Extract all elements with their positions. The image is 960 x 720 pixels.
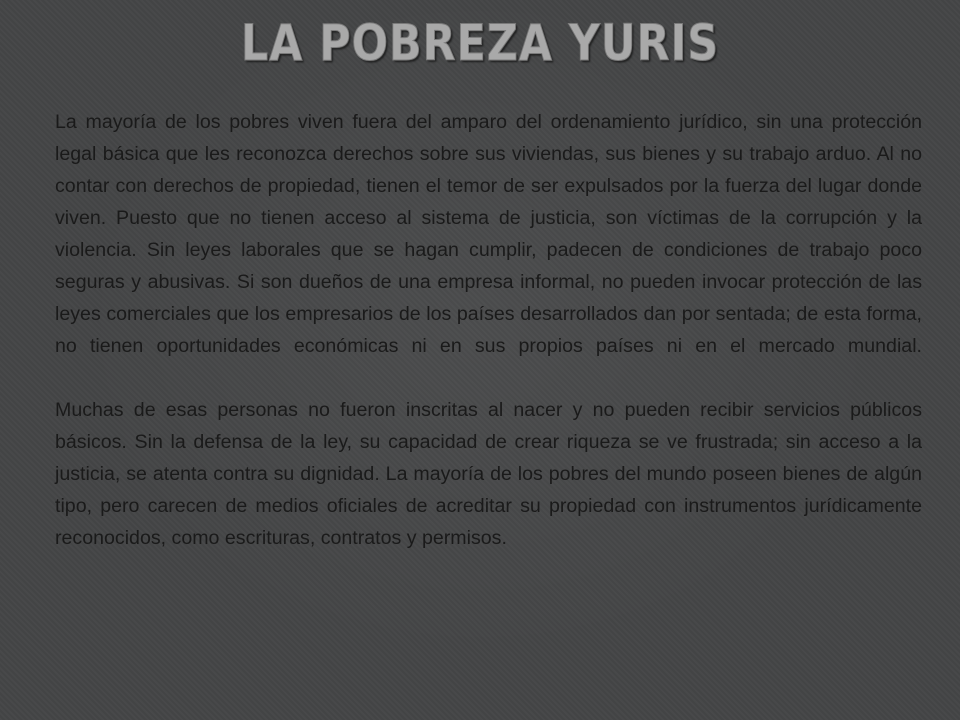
- paragraph-1: La mayoría de los pobres viven fuera del amparo del ordenamiento jurídico, sin una protección legal básica que les reconozca derechos sobre sus viviendas, sus bienes y su trabajo arduo. Al no contar con derechos de propiedad, tienen el temor de ser expulsados por la fuerza del lugar donde viven. Puesto que no tienen acceso al sistema de justicia, son víctimas de la corrupción y la violencia. Sin leyes laborales que se hagan cumplir, padecen de condiciones de trabajo poco seguras y abusivas. Si son dueños de una empresa informal, no pueden invocar protección de las leyes comerciales que los empresarios de los países desarrollados dan por sentada; de esta forma, no tienen oportunidades económicas ni en sus propios países ni en el mercado mundial.: [55, 111, 922, 357]
- paragraph-gap: [55, 362, 922, 394]
- paragraph-2: Muchas de esas personas no fueron inscritas al nacer y no pueden recibir servicios públicos básicos. Sin la defensa de la ley, su capacidad de crear riqueza se ve frustrada; sin acceso a la justicia, se atenta contra su dignidad. La mayoría de los pobres del mundo poseen bienes de algún tipo, pero carecen de medios oficiales de acreditar su propiedad con instrumentos jurídicamente reconocidos, como escrituras, contratos y permisos.: [55, 399, 922, 549]
- slide-body: [55, 106, 922, 554]
- slide-title: LA POBREZA YURIS: [240, 14, 720, 72]
